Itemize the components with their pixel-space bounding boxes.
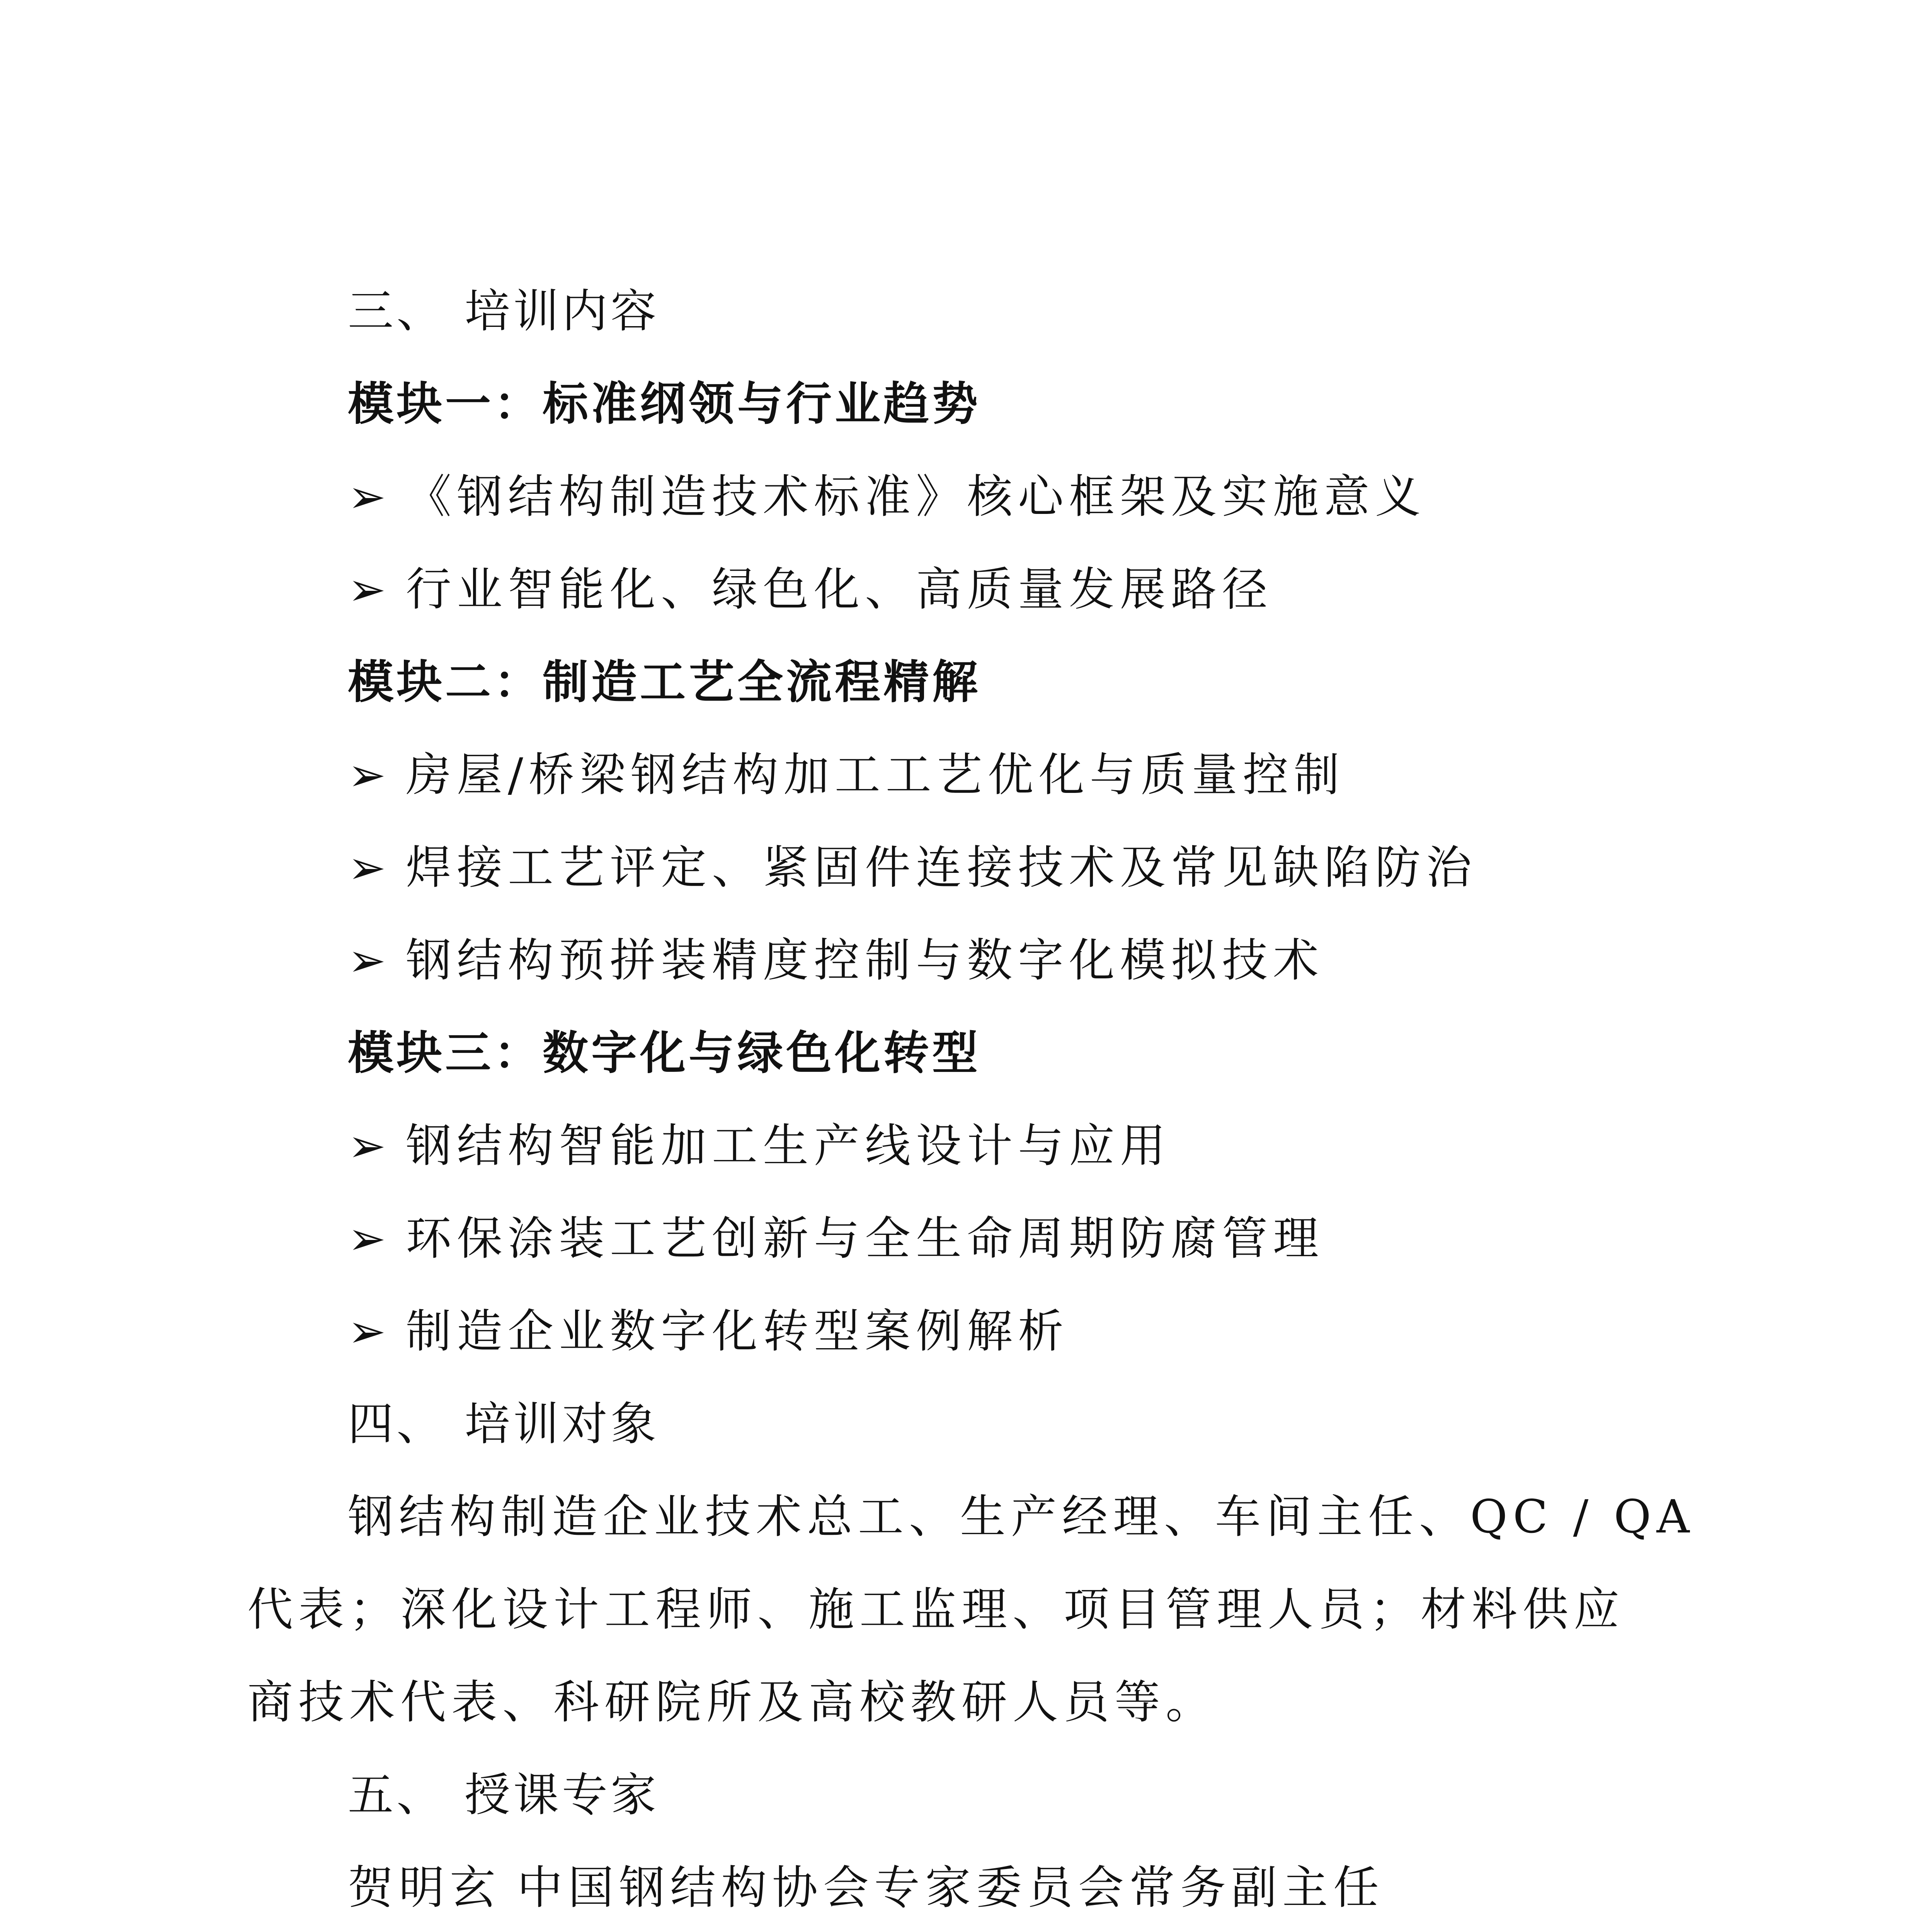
list-item-text: 房屋/桥梁钢结构加工工艺优化与质量控制 — [406, 748, 1345, 801]
module-2-title: 模块二：制造工艺全流程精解 — [348, 655, 981, 709]
audience-paragraph-line: 代表；深化设计工程师、施工监理、项目管理人员；材料供应 — [247, 1583, 1625, 1636]
list-item — [348, 468, 1426, 526]
section-heading-experts — [348, 1766, 659, 1824]
module-3-title: 模块三：数字化与绿色化转型 — [348, 1026, 981, 1080]
arrow-bullet-icon: ➢ — [348, 748, 386, 801]
list-item — [348, 1209, 1324, 1267]
list-item-text: 钢结构智能加工生产线设计与应用 — [406, 1119, 1171, 1172]
arrow-bullet-icon: ➢ — [348, 934, 386, 987]
list-item-text: 焊接工艺评定、紧固件连接技术及常见缺陷防治 — [406, 841, 1477, 894]
list-item — [348, 931, 1324, 989]
arrow-bullet-icon: ➢ — [348, 1212, 386, 1265]
section-title: 培训内容 — [465, 284, 660, 338]
arrow-bullet-icon: ➢ — [348, 841, 386, 894]
list-item-text: 环保涂装工艺创新与全生命周期防腐管理 — [406, 1212, 1324, 1265]
section-number: 五、 — [348, 1768, 446, 1821]
list-item-text: 行业智能化、绿色化、高质量发展路径 — [406, 563, 1273, 616]
expert-entry — [348, 1859, 1384, 1917]
section-number: 三、 — [348, 284, 446, 338]
expert-name: 贺明玄 — [348, 1861, 501, 1914]
audience-paragraph-line: 钢结构制造企业技术总工、生产经理、车间主任、QC / QA — [348, 1490, 1695, 1543]
section-number: 四、 — [348, 1397, 446, 1451]
audience-paragraph-line: 商技术代表、科研院所及高校教研人员等。 — [247, 1675, 1217, 1729]
section-title: 培训对象 — [465, 1397, 660, 1451]
list-item — [348, 1302, 1069, 1360]
section-heading-audience — [348, 1395, 659, 1453]
arrow-bullet-icon: ➢ — [348, 1304, 386, 1358]
section-title: 授课专家 — [465, 1768, 660, 1821]
list-item — [348, 1117, 1171, 1175]
expert-title: 中国钢结构协会专家委员会常务副主任 — [517, 1861, 1385, 1914]
list-item — [348, 838, 1477, 896]
module-1-title: 模块一：标准纲领与行业趋势 — [348, 377, 981, 430]
list-item-text: 《钢结构制造技术标准》核心框架及实施意义 — [406, 470, 1426, 523]
section-heading-content — [348, 282, 659, 340]
arrow-bullet-icon: ➢ — [348, 1119, 386, 1172]
arrow-bullet-icon: ➢ — [348, 563, 386, 616]
list-item — [348, 746, 1345, 804]
list-item-text: 钢结构预拼装精度控制与数字化模拟技术 — [406, 934, 1324, 987]
arrow-bullet-icon: ➢ — [348, 470, 386, 523]
list-item-text: 制造企业数字化转型案例解析 — [406, 1304, 1069, 1358]
list-item — [348, 560, 1273, 618]
